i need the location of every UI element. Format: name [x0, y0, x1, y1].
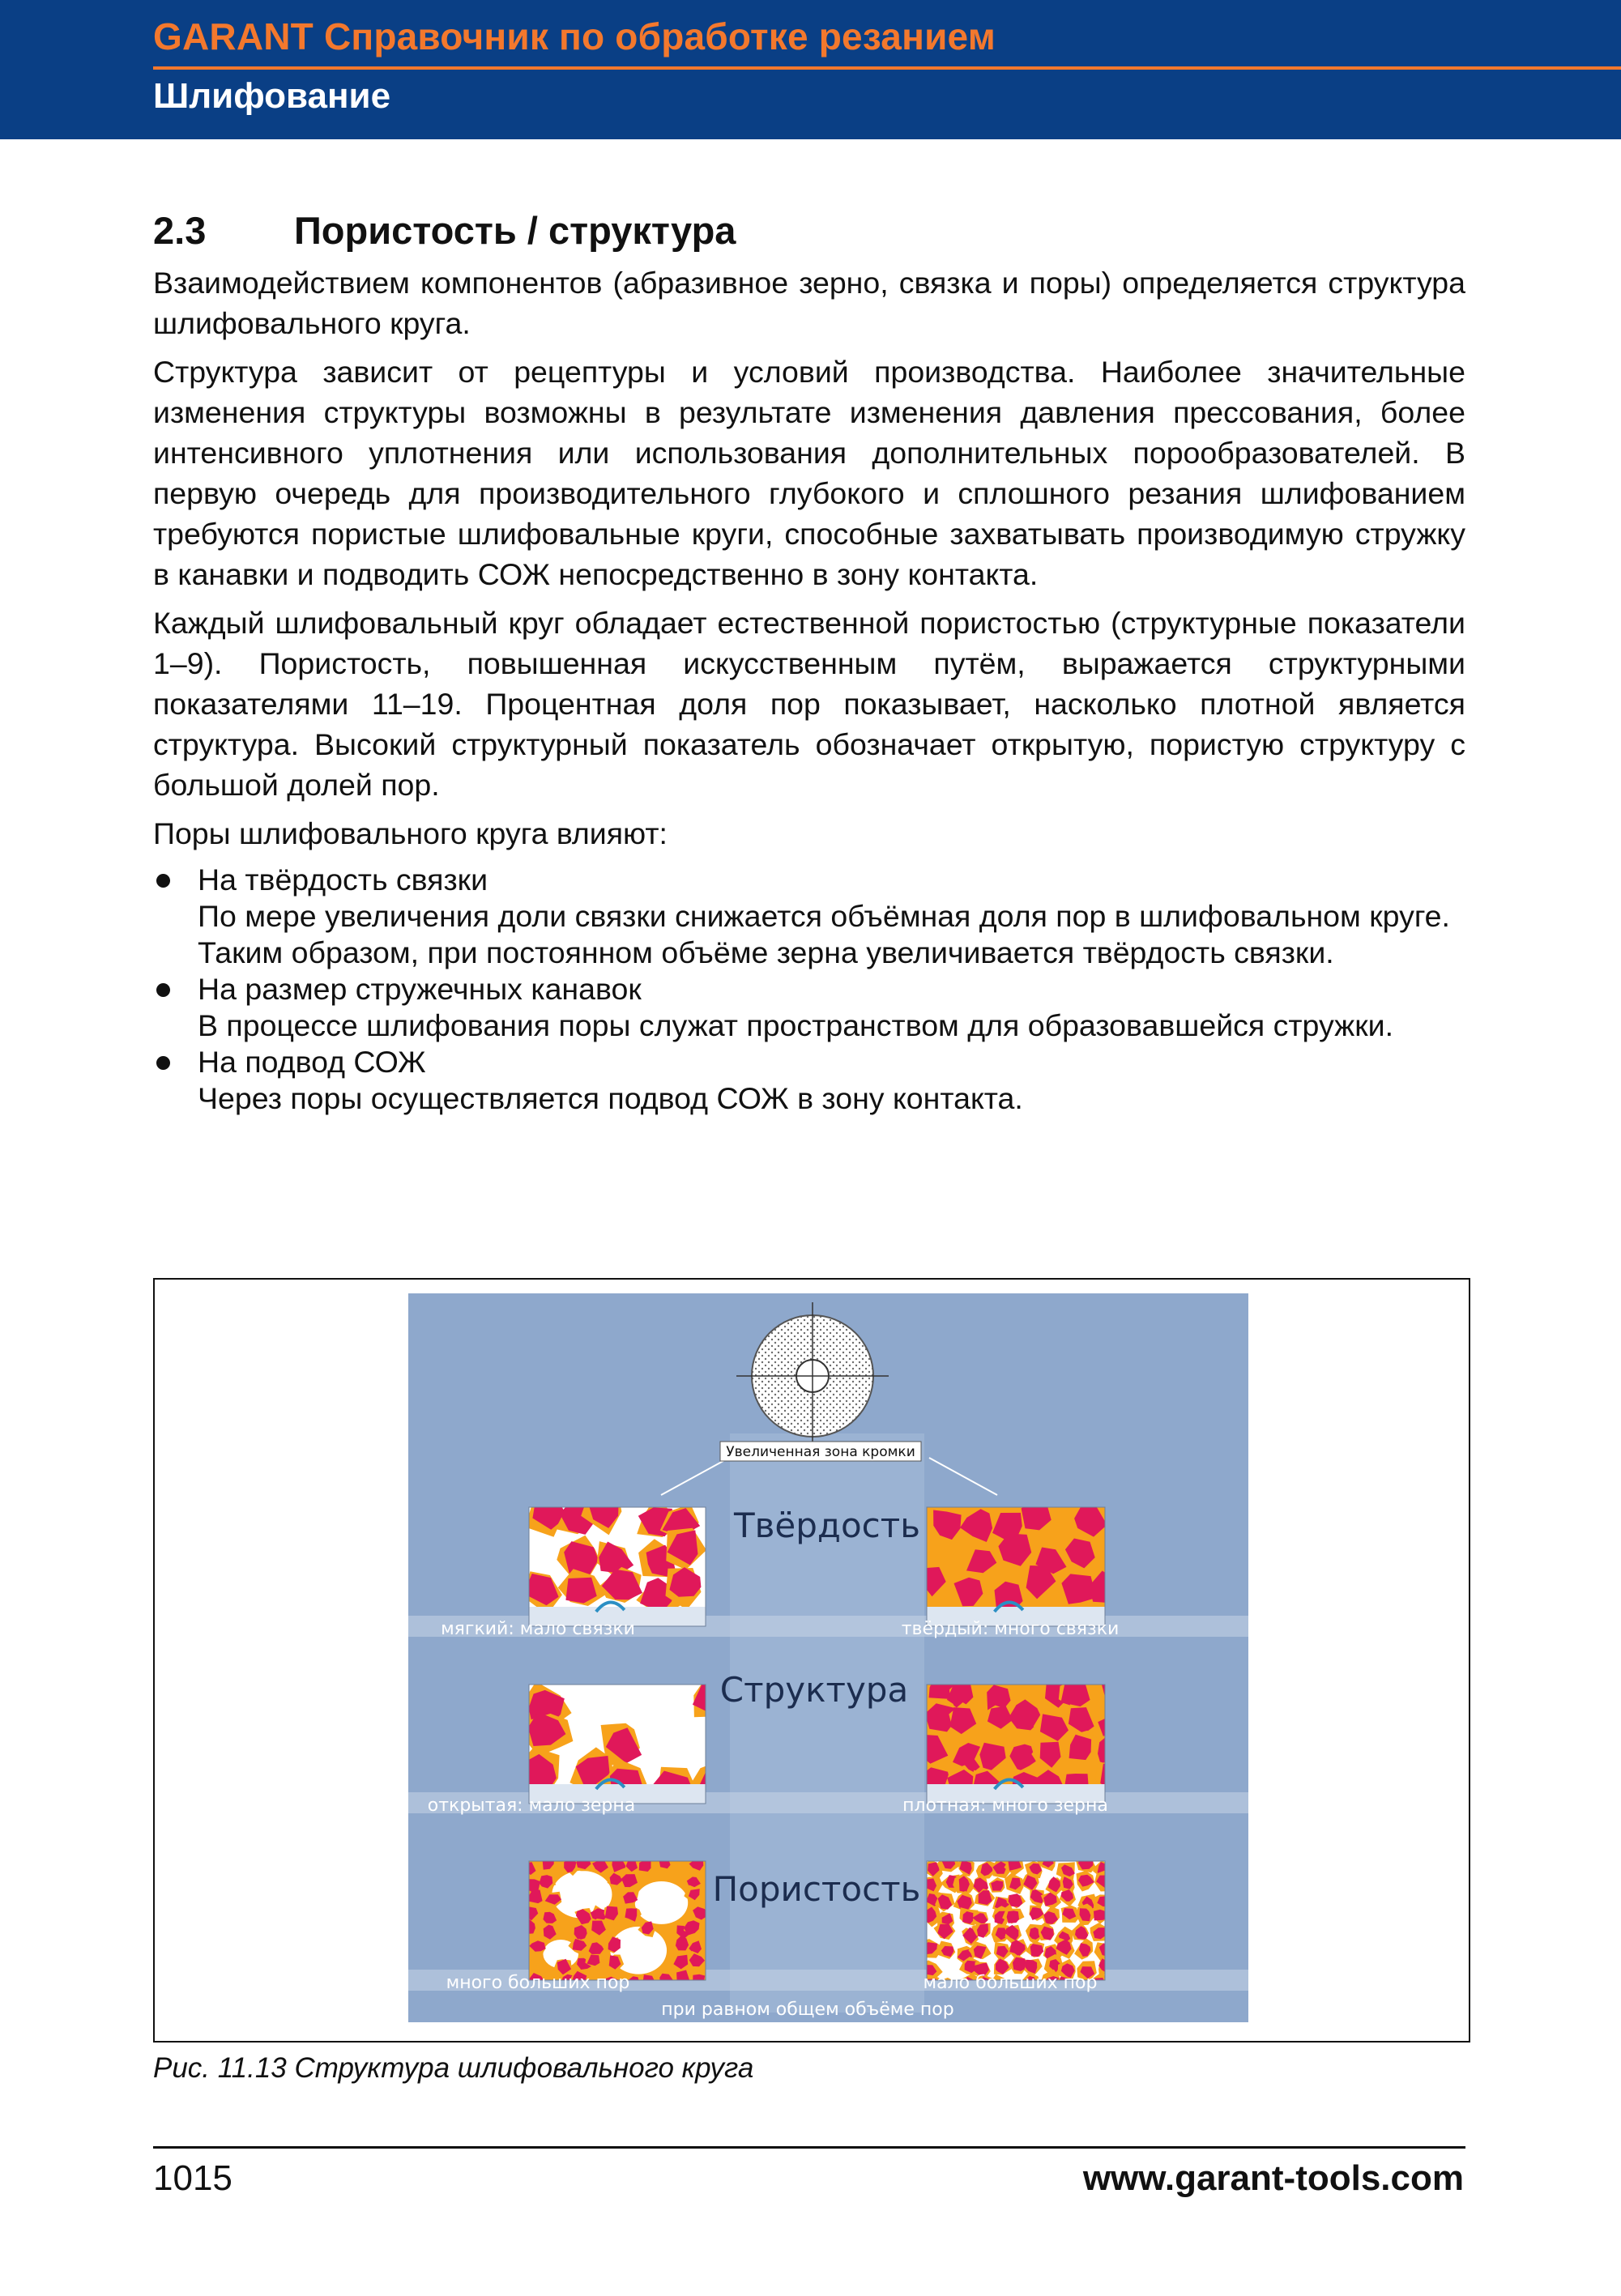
header-divider	[153, 66, 1621, 70]
footer-divider	[153, 2146, 1465, 2149]
label-hard: твёрдый: много связки	[901, 1619, 1120, 1639]
section-heading	[153, 202, 1465, 259]
label-many-pores: много больших пор	[446, 1973, 630, 1993]
website-url: www.garant-tools.com	[1082, 2158, 1464, 2198]
bullet-text: Через поры осуществляется подвод СОЖ в зону контакта.	[198, 1081, 1023, 1115]
paragraph-2: Структура зависит от рецептуры и условий производства. Наиболее значительные изменения структуры возможны в результате изменения давления прессования, более интенсивного уплотнения или использования дополнительных порообразователей. В первую очередь для производительного глубокого и сплошного резания шлифованием требуются пористые шлифовальные круги, способные захватывать производимую стружку в канавки и подводить СОЖ непосредственно в зону контакта.	[153, 355, 1465, 591]
page-header	[0, 0, 1621, 139]
bullet-icon	[156, 1056, 170, 1070]
paragraph-1: Взаимодействием компонентов (абразивное зерно, связка и поры) определяется структура шлифовального круга.	[153, 266, 1465, 340]
header-title: GARANT Справочник по обработке резанием	[153, 15, 996, 58]
zoom-label: Увеличенная зона кромки	[726, 1444, 915, 1460]
bottom-note: при равном общем объёме пор	[661, 2000, 954, 2020]
figure-frame	[153, 1278, 1470, 2043]
label-few-pores: мало больших пор	[923, 1973, 1098, 1993]
header-subtitle: Шлифование	[153, 76, 391, 116]
paragraph-3: Каждый шлифовальный круг обладает естественной пористостью (структурные показатели 1–9). Пористость, повышенная искусственным путём, выражается структурными показателями 11–19. Процентная доля пор показывает, насколько плотной является структура. Высокий структурный показатель обозначает открытую, пористую структуру с большой долей пор.	[153, 606, 1465, 802]
bullet-title: На подвод СОЖ	[198, 1045, 426, 1079]
figure-caption: Рис. 11.13 Структура шлифовального круга	[153, 2052, 754, 2084]
bullet-text: В процессе шлифования поры служат пространством для образовавшейся стружки.	[198, 1008, 1394, 1042]
main-content	[153, 202, 1465, 1117]
bullet-title: На твёрдость связки	[198, 863, 488, 897]
list-intro: Поры шлифовального круга влияют:	[153, 816, 668, 850]
label-soft: мягкий: мало связки	[441, 1619, 635, 1639]
label-open: открытая: мало зерна	[427, 1795, 636, 1816]
page-number: 1015	[153, 2158, 232, 2198]
list-item	[153, 971, 1465, 1044]
bullet-icon	[156, 874, 170, 888]
grinding-wheel-structure-diagram	[155, 1280, 1469, 2041]
micro-panel-many-large-pores	[523, 1853, 708, 1992]
row-label-porosity: Пористость	[712, 1869, 921, 1909]
bullet-list	[153, 862, 1465, 1117]
row-label-structure: Структура	[719, 1670, 909, 1710]
label-dense: плотная: много зерна	[902, 1795, 1108, 1816]
row-label-hardness: Твёрдость	[734, 1506, 920, 1545]
section-number: 2.3	[153, 209, 207, 252]
list-item	[153, 1044, 1465, 1117]
list-item	[153, 862, 1465, 971]
bullet-icon	[156, 983, 170, 997]
micro-panel-soft-bond	[523, 1487, 706, 1626]
micro-panel-dense-structure	[916, 1672, 1134, 1804]
bullet-text: По мере увеличения доли связки снижается объёмная доля пор в шлифовальном круге. Таким образом, при постоянном объёме зерна увеличивается твёрдость связки.	[198, 899, 1450, 969]
bullet-title: На размер стружечных канавок	[198, 972, 642, 1006]
section-title: Пористость / структура	[294, 209, 736, 252]
